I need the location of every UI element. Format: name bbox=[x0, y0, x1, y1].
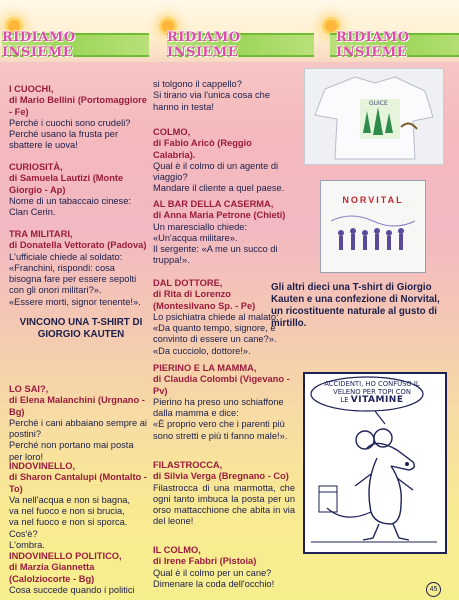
joke-line: Si tirano via l'unica cosa che hanno in testa! bbox=[153, 90, 271, 112]
joke-militari bbox=[9, 229, 147, 308]
joke-line: Un maresciallo chiede: bbox=[153, 221, 248, 232]
joke-indovinello bbox=[9, 461, 147, 551]
banner-2 bbox=[167, 30, 314, 60]
joke-author: di Irene Fabbri (Pistoia) bbox=[153, 556, 257, 567]
norvital-box bbox=[320, 180, 426, 273]
joke-title: INDOVINELLO POLITICO, bbox=[9, 551, 122, 561]
joke-title: AL BAR DELLA CASERMA, bbox=[153, 199, 274, 209]
joke-question: Perché i cani abbaiano sempre ai postini? bbox=[9, 417, 147, 440]
joke-answer: Perché usano la frusta per sbattere le uova! bbox=[9, 129, 119, 151]
joke-title: DAL DOTTORE, bbox=[153, 278, 223, 288]
joke-line: «È proprio vero che i parenti più sono stretti e più ti fanno male!». bbox=[153, 419, 288, 441]
joke-line: L'ombra. bbox=[9, 540, 45, 551]
joke-author: di Rita di Lorenzo (Montesilvano Sp. - Pe) bbox=[153, 289, 256, 311]
joke-answer: Dimenare la coda dell'occhio! bbox=[153, 578, 275, 589]
joke-title: IL COLMO, bbox=[153, 545, 201, 555]
joke-title: LO SAI?, bbox=[9, 384, 49, 394]
joke-line: «Franchini, rispondi: cosa bisogna fare per essere sepolti con gli onori militari?». bbox=[9, 262, 137, 296]
banner-title: RIDIAMO INSIEME bbox=[336, 30, 410, 60]
joke-author: di Donatella Vettorato (Padova) bbox=[9, 240, 147, 251]
joke-line: «Essere morti, signor tenente!». bbox=[9, 296, 141, 307]
banner-1 bbox=[2, 30, 149, 60]
joke-author: di Sharon Cantalupi (Montalto - To) bbox=[9, 472, 147, 494]
joke-author: di Mario Bellini (Portomaggiore - Fe) bbox=[9, 95, 147, 117]
joke-line: «Da quanto tempo, signore, è convinto di essere un cane?». bbox=[153, 323, 277, 345]
prize-caption: Gli altri dieci una T-shirt di Giorgio Kauten e una confezione di Norvital, un ricostituente naturale al gusto di mirtillo. bbox=[271, 282, 440, 329]
joke-colmo bbox=[153, 127, 295, 195]
joke-question: Nome di un tabaccaio cinese: bbox=[9, 195, 131, 206]
joke-line: «Da cucciolo, dottore!». bbox=[153, 345, 251, 356]
norvital-figures bbox=[321, 181, 425, 272]
page-number: 45 bbox=[426, 582, 441, 597]
joke-line: Lo psichiatra chiede al malato: bbox=[153, 311, 279, 322]
joke-line: L'ufficiale chiede al soldato: bbox=[9, 251, 123, 262]
joke-question: Perché i cuochi sono crudeli? bbox=[9, 117, 131, 128]
joke-author: di Elena Malanchini (Urgnano - Bg) bbox=[9, 395, 145, 417]
joke-title: COLMO, bbox=[153, 127, 191, 137]
banner-3 bbox=[330, 30, 459, 60]
joke-line: si tolgono il cappello? bbox=[153, 79, 242, 89]
joke-title: TRA MILITARI, bbox=[9, 229, 73, 239]
joke-line: va nel fuoco e non si brucia, bbox=[9, 506, 125, 517]
joke-curiosita bbox=[9, 162, 147, 218]
joke-line: «Un'acqua militare». bbox=[153, 232, 238, 243]
joke-question: Qual è il colmo per un cane? bbox=[153, 567, 272, 578]
joke-author: di Samuela Lautizi (Monte Giorgio - Ap) bbox=[9, 173, 124, 195]
joke-author: di Marzia Giannetta (Calolziocorte - Bg) bbox=[9, 562, 95, 584]
joke-author: di Silvia Verga (Bregnano - Co) bbox=[153, 471, 289, 482]
joke-author: di Claudia Colombi (Vigevano - Pv) bbox=[153, 374, 290, 396]
joke-author: di Fabio Aricò (Reggio Calabria). bbox=[153, 138, 252, 160]
joke-answer: Clan Cerin. bbox=[9, 207, 56, 218]
bubble-line: VELENO PER TOPI CON bbox=[333, 388, 411, 396]
banner-title: RIDIAMO INSIEME bbox=[167, 30, 241, 60]
bubble-vitamine: VITAMINE bbox=[350, 395, 404, 405]
tshirt-photo bbox=[304, 68, 444, 165]
joke-line: Il sergente: «A me un succo di truppa!». bbox=[153, 244, 278, 266]
svg-text:GUICE: GUICE bbox=[369, 100, 388, 107]
tshirt-illustration bbox=[305, 69, 443, 164]
joke-title: CURIOSITÀ, bbox=[9, 162, 63, 172]
joke-author: di Anna Maria Petrone (Chieti) bbox=[153, 210, 286, 221]
mouse-cartoon bbox=[303, 372, 447, 554]
joke-il-colmo bbox=[153, 545, 295, 590]
joke-pierino bbox=[153, 363, 295, 442]
norvital-brand: NORVITAL bbox=[342, 195, 404, 205]
winners-heading: VINCONO UNA T-SHIRT DI GIORGIO KAUTEN bbox=[19, 317, 143, 340]
mouse-drawing bbox=[305, 374, 441, 548]
joke-line: Pierino ha preso uno schiaffone dalla mamma e dice: bbox=[153, 396, 284, 419]
page-header bbox=[0, 0, 459, 62]
banner-title: RIDIAMO INSIEME bbox=[2, 30, 76, 60]
joke-line: va nel fuoco e non si sporca. bbox=[9, 517, 128, 528]
joke-title: PIERINO E LA MAMMA, bbox=[153, 363, 257, 373]
joke-filastrocca bbox=[153, 460, 295, 528]
joke-politico bbox=[9, 551, 147, 596]
joke-lo-sai bbox=[9, 384, 147, 463]
joke-question: Qual è il colmo di un agente di viaggio? bbox=[153, 160, 279, 183]
bubble-line: ACCIDENTI, HO CONFUSO IL bbox=[324, 380, 420, 388]
joke-title: I CUOCHI, bbox=[9, 84, 54, 94]
joke-caserma bbox=[153, 199, 295, 267]
bubble-line: LE bbox=[340, 396, 349, 404]
joke-title: INDOVINELLO, bbox=[9, 461, 76, 471]
joke-cuochi bbox=[9, 84, 147, 152]
joke-answer: Perché non portano mai posta per loro! bbox=[9, 440, 134, 462]
joke-question: Cosa succede quando i politici bbox=[9, 584, 135, 595]
joke-politico-cont bbox=[153, 79, 295, 113]
joke-line: Filastrocca di una marmotta, che ogni tanto imbuca la posta per un orso mattacchione che abita in via del leone! bbox=[153, 482, 295, 527]
joke-answer: Mandare il cliente a quel paese. bbox=[153, 183, 285, 194]
joke-line: Cos'è? bbox=[9, 528, 38, 539]
joke-line: Va nell'acqua e non si bagna, bbox=[9, 494, 131, 505]
joke-title: FILASTROCCA, bbox=[153, 460, 223, 470]
